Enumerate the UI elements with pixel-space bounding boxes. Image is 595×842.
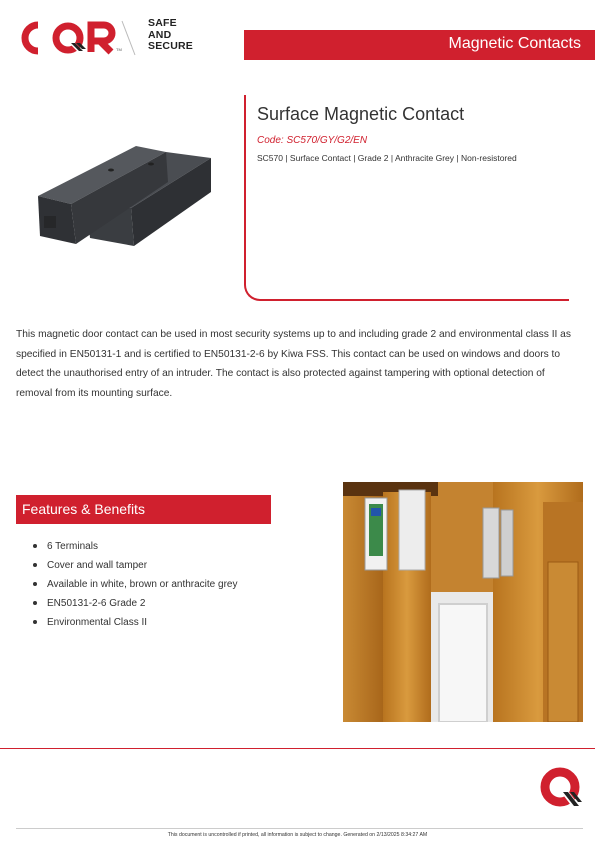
list-item bbox=[30, 575, 237, 594]
features-list bbox=[30, 537, 237, 632]
bullet-icon bbox=[33, 620, 37, 624]
product-description: This magnetic door contact can be used in most security systems up to and including grade 2 and environmental class II as specified in EN50131-1 and is certified to EN50131-2-6 by Kiwa FSS. This contact can be used on windows and doors to detect the unauthorised entry of an intruder. The contact is also protected against tampering with optional detection of removal from its mounting surface. bbox=[16, 329, 571, 399]
tagline-line: SAFE bbox=[148, 17, 177, 29]
product-image bbox=[26, 140, 216, 260]
list-item bbox=[30, 556, 237, 575]
installation-photo bbox=[343, 482, 583, 722]
svg-text:TM: TM bbox=[116, 47, 122, 52]
feature-text: EN50131-2-6 Grade 2 bbox=[47, 598, 146, 609]
cqr-q-logo-icon bbox=[538, 765, 583, 813]
feature-text: Environmental Class II bbox=[47, 617, 148, 628]
features-title: Features & Benefits bbox=[22, 501, 145, 517]
product-code: Code: SC570/GY/G2/EN bbox=[257, 135, 368, 146]
features-header-bar bbox=[16, 495, 271, 524]
list-item bbox=[30, 537, 237, 556]
product-title: Surface Magnetic Contact bbox=[257, 104, 465, 124]
brand-tagline bbox=[148, 18, 193, 53]
list-item bbox=[30, 613, 237, 632]
footer-rule bbox=[16, 828, 583, 829]
bullet-icon bbox=[33, 544, 37, 548]
category-header-bar bbox=[244, 30, 595, 60]
feature-text: Cover and wall tamper bbox=[47, 560, 148, 571]
tagline-line: SECURE bbox=[148, 40, 193, 52]
tagline-line: AND bbox=[148, 28, 172, 41]
category-title: Magnetic Contacts bbox=[448, 35, 581, 52]
bullet-icon bbox=[33, 563, 37, 567]
product-info-panel bbox=[244, 95, 569, 301]
feature-text: 6 Terminals bbox=[47, 541, 98, 552]
bullet-icon bbox=[33, 582, 37, 586]
feature-text: Available in white, brown or anthracite grey bbox=[47, 579, 238, 590]
footer-divider bbox=[0, 748, 595, 749]
list-item bbox=[30, 594, 237, 613]
footer-disclaimer: This document is uncontrolled if printed, all information is subject to change. Generated on 2/13/2025 8:34:27 AM bbox=[167, 832, 428, 838]
product-subtitle: SC570 | Surface Contact | Grade 2 | Anthracite Grey | Non-resistored bbox=[257, 153, 517, 163]
bullet-icon bbox=[33, 601, 37, 605]
